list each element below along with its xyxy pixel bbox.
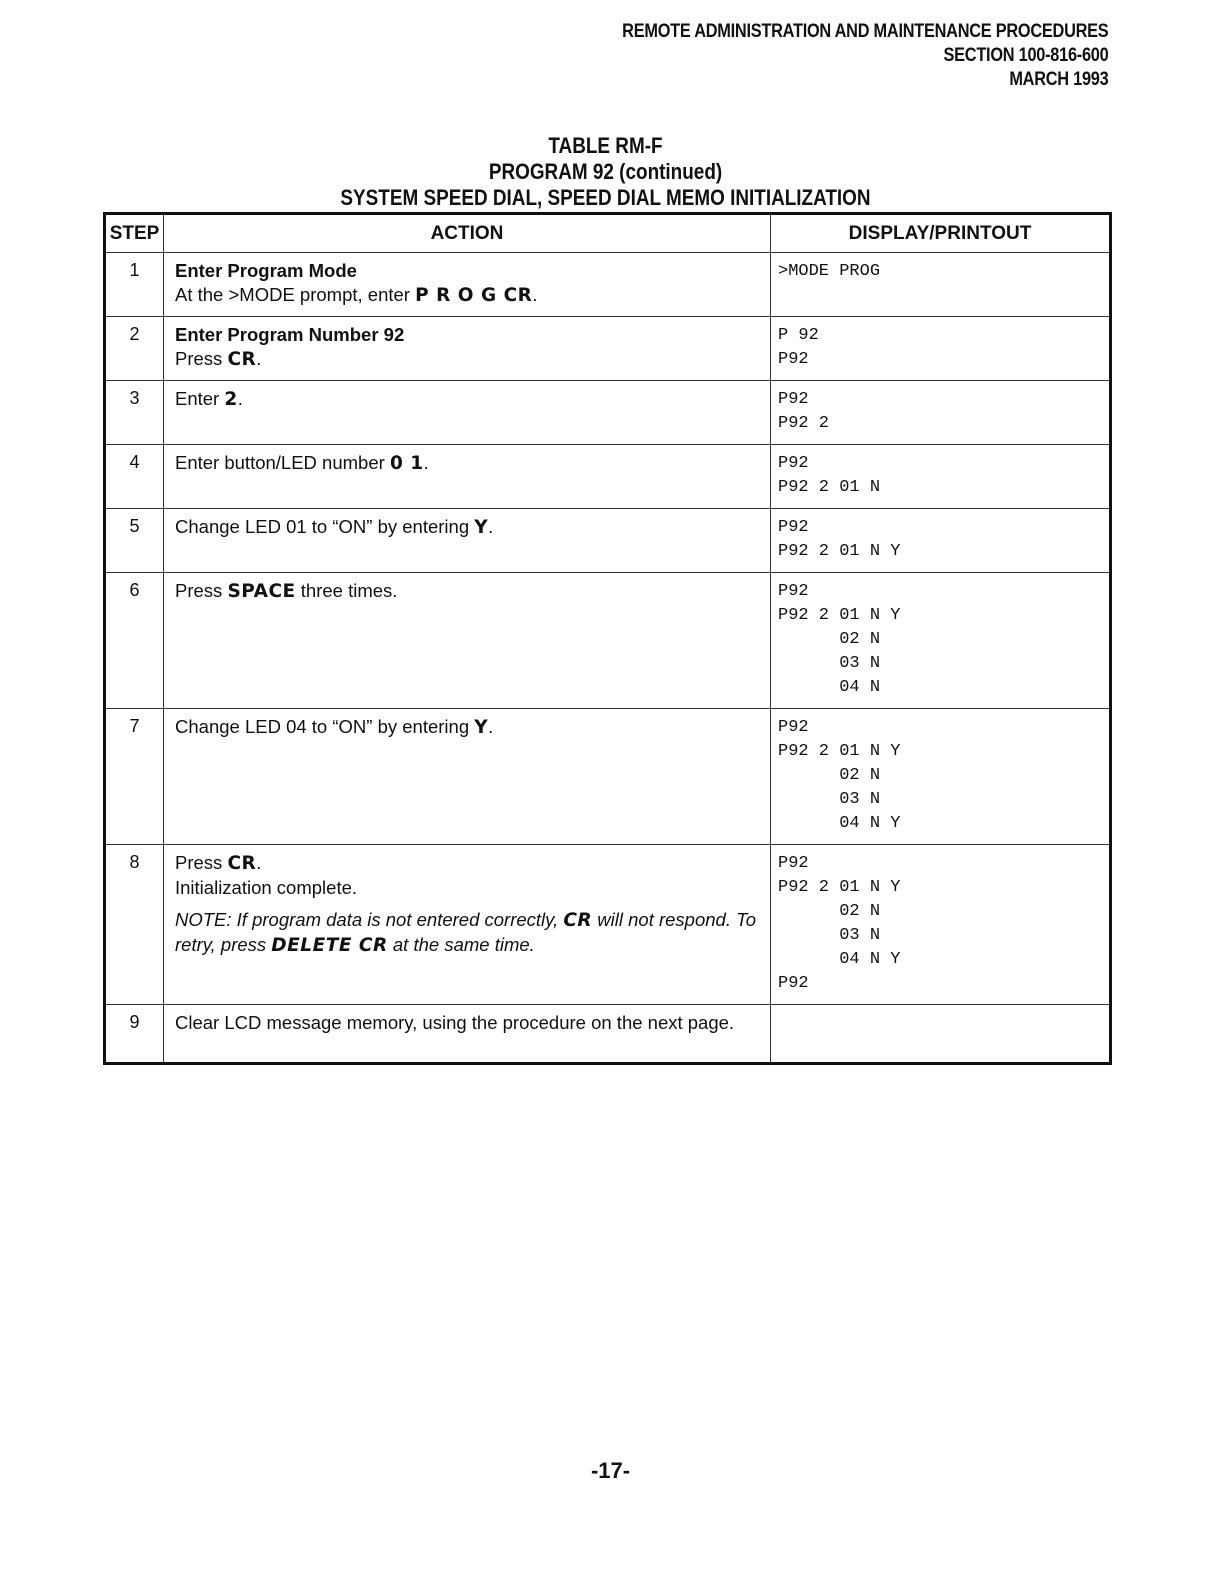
header-section: SECTION 100-816-600 xyxy=(943,45,1108,66)
page-number: -17- xyxy=(590,1458,631,1483)
step-title: Enter Program Number 92 xyxy=(175,324,405,345)
step-display: P92 P92 2 01 N Y xyxy=(771,509,1111,573)
step-action xyxy=(164,845,771,1005)
table-row xyxy=(105,845,1111,1005)
step-action xyxy=(164,509,771,573)
action-text: Press xyxy=(175,580,228,601)
step-number: 4 xyxy=(105,445,164,509)
table-row xyxy=(105,573,1111,709)
key-sequence: SPACE xyxy=(227,581,296,602)
action-text: Press xyxy=(175,852,228,873)
note-part: at the same time. xyxy=(387,934,535,955)
key-sequence: DELETE CR xyxy=(271,935,388,956)
step-number: 3 xyxy=(105,381,164,445)
key-sequence: Y xyxy=(474,717,489,738)
key-sequence: P R O G CR xyxy=(415,285,533,306)
action-text: At the >MODE prompt, enter xyxy=(175,284,416,305)
key-sequence: Y xyxy=(474,517,489,538)
step-display: P92 P92 2 01 N Y 02 N 03 N 04 N Y xyxy=(771,709,1111,845)
note-part: will not respond. To retry, press xyxy=(175,909,756,955)
action-text: . xyxy=(423,452,429,473)
step-action xyxy=(164,381,771,445)
action-text: Enter xyxy=(175,388,225,409)
step-action xyxy=(164,317,771,381)
table-row xyxy=(105,509,1111,573)
procedure-table xyxy=(103,212,1112,1065)
table-row xyxy=(105,253,1111,317)
step-action xyxy=(164,573,771,709)
action-text: . xyxy=(532,284,538,305)
step-display: P92 P92 2 01 N xyxy=(771,445,1111,509)
table-titles xyxy=(102,133,1109,211)
step-number: 9 xyxy=(105,1005,164,1064)
action-text: . xyxy=(488,516,494,537)
step-number: 1 xyxy=(105,253,164,317)
step-display: >MODE PROG xyxy=(771,253,1111,317)
column-header-action: ACTION xyxy=(164,214,771,253)
step-number: 6 xyxy=(105,573,164,709)
note-text xyxy=(175,908,760,958)
step-action xyxy=(164,709,771,845)
status-text: Initialization complete. xyxy=(175,877,358,898)
key-sequence: CR xyxy=(227,349,257,370)
column-header-step: STEP xyxy=(105,214,164,253)
step-display: P 92 P92 xyxy=(771,317,1111,381)
action-text: . xyxy=(237,388,243,409)
key-sequence: 0 1 xyxy=(389,453,424,474)
action-text: . xyxy=(488,716,494,737)
step-number: 7 xyxy=(105,709,164,845)
document-header xyxy=(622,20,1108,92)
header-title: REMOTE ADMINISTRATION AND MAINTENANCE PROCEDURES xyxy=(621,21,1108,42)
column-header-display: DISPLAY/PRINTOUT xyxy=(771,214,1111,253)
key-sequence: CR xyxy=(563,910,593,931)
action-text: Enter button/LED number xyxy=(175,452,390,473)
table-id: TABLE RM-F xyxy=(548,133,663,158)
header-date: MARCH 1993 xyxy=(1008,69,1108,90)
step-number: 2 xyxy=(105,317,164,381)
key-sequence: 2 xyxy=(224,389,238,410)
key-sequence: CR xyxy=(227,853,257,874)
step-number: 8 xyxy=(105,845,164,1005)
table-header-row xyxy=(105,214,1111,253)
action-text: . xyxy=(256,348,262,369)
step-number: 5 xyxy=(105,509,164,573)
table-row xyxy=(105,317,1111,381)
step-action: Clear LCD message memory, using the procedure on the next page. xyxy=(164,1005,771,1064)
table-subject: SYSTEM SPEED DIAL, SPEED DIAL MEMO INITIALIZATION xyxy=(340,185,871,210)
action-text: Change LED 01 to “ON” by entering xyxy=(175,516,475,537)
step-display xyxy=(771,1005,1111,1064)
step-display: P92 P92 2 xyxy=(771,381,1111,445)
step-display: P92 P92 2 01 N Y 02 N 03 N 04 N Y P92 xyxy=(771,845,1111,1005)
table-row xyxy=(105,381,1111,445)
action-text: . xyxy=(256,852,262,873)
action-text: Change LED 04 to “ON” by entering xyxy=(175,716,475,737)
table-row xyxy=(105,1005,1111,1064)
step-title: Enter Program Mode xyxy=(175,260,357,281)
program-title: PROGRAM 92 (continued) xyxy=(488,159,723,184)
note-part: NOTE: If program data is not entered correctly, xyxy=(175,909,564,930)
step-display: P92 P92 2 01 N Y 02 N 03 N 04 N xyxy=(771,573,1111,709)
table-row xyxy=(105,445,1111,509)
table-row xyxy=(105,709,1111,845)
action-text: three times. xyxy=(295,580,398,601)
step-action xyxy=(164,253,771,317)
step-action xyxy=(164,445,771,509)
action-text: Press xyxy=(175,348,228,369)
